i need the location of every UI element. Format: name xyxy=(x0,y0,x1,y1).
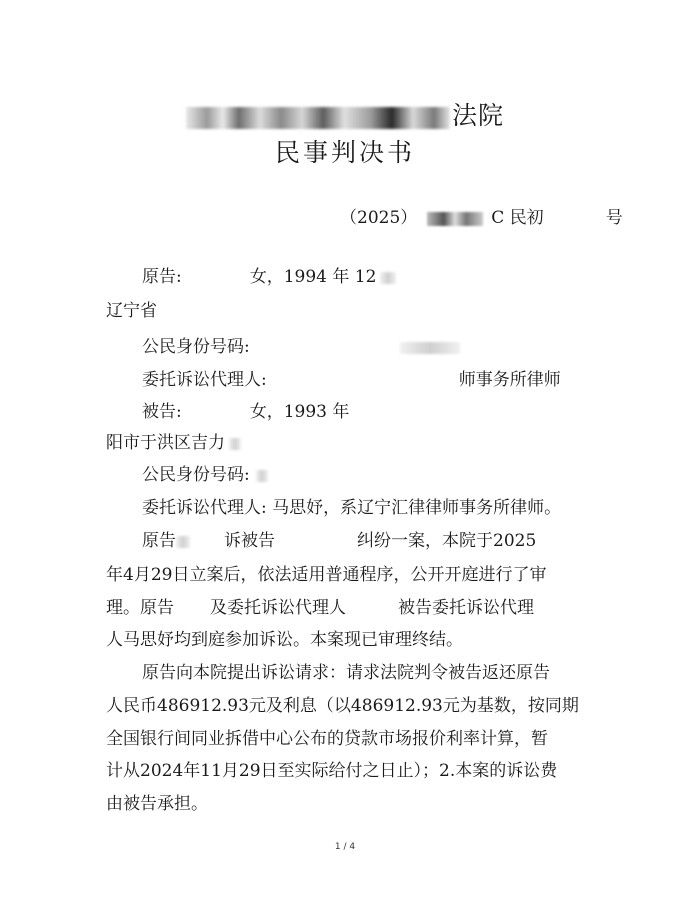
text-segment: 年4月29日立案后，依法适用普通程序，公开开庭进行了审 xyxy=(106,565,547,585)
plaintiff-agent-label: 委托诉讼代理人: xyxy=(142,370,267,390)
plaintiff-address-line xyxy=(106,299,157,323)
redacted-text xyxy=(400,342,460,354)
page-indicator: 1 / 4 xyxy=(334,842,356,852)
defendant-agent-text: 委托诉讼代理人: 马思妤，系辽宁汇律律师事务所律师。 xyxy=(142,498,562,518)
text-segment: 由被告承担。 xyxy=(106,794,208,814)
defendant-id-label: 公民身份号码: xyxy=(142,465,250,485)
case-number-middle: 民初 xyxy=(509,208,544,228)
plaintiff-address: 辽宁省 xyxy=(106,301,157,321)
plaintiff-agent-line xyxy=(142,368,561,392)
redacted-case-code xyxy=(427,212,483,226)
text-segment: 原告向本院提出诉讼请求：请求法院判令被告返还原告 xyxy=(142,663,550,683)
defendant-label: 被告: xyxy=(142,402,182,422)
paragraph-2-line-3 xyxy=(106,727,548,751)
text-segment: 诉被告 xyxy=(224,531,275,551)
defendant-agent-line xyxy=(142,496,561,520)
plaintiff-info: 女，1994 年 12 xyxy=(249,267,377,287)
plaintiff-agent-firm: 师事务所律师 xyxy=(458,370,561,390)
text-segment: 理。原告 xyxy=(106,598,174,618)
text-segment: 被告委托诉讼代理 xyxy=(398,598,534,618)
paragraph-2-line-2 xyxy=(106,694,579,718)
defendant-line xyxy=(142,400,349,424)
text-segment: 计从2024年11月29日至实际给付之日止）；2.本案的诉讼费 xyxy=(106,761,558,781)
redacted-text xyxy=(256,470,268,482)
paragraph-2-line-1 xyxy=(142,661,550,685)
defendant-address-line xyxy=(106,431,241,455)
paragraph-1-line-3 xyxy=(106,596,534,620)
redacted-text xyxy=(176,536,190,548)
plaintiff-id-label: 公民身份号码: xyxy=(142,337,250,357)
redacted-court-name xyxy=(186,107,450,129)
defendant-info: 女，1993 年 xyxy=(249,402,350,422)
paragraph-2-line-4 xyxy=(106,759,557,783)
text-segment: 原告 xyxy=(142,531,176,551)
text-segment: 人马思妤均到庭参加诉讼。本案现已审理终结。 xyxy=(106,630,463,650)
paragraph-1-line-4 xyxy=(106,628,463,652)
court-name-suffix: 法院 xyxy=(451,101,504,130)
court-name xyxy=(0,96,690,132)
redacted-text xyxy=(229,438,241,450)
redacted-text xyxy=(380,272,396,284)
paragraph-1-line-2 xyxy=(106,563,546,587)
text-segment: 人民币486912.93元及利息（以486912.93元为基数，按同期 xyxy=(106,696,579,716)
defendant-id-line xyxy=(142,463,268,487)
plaintiff-label: 原告: xyxy=(142,267,182,287)
plaintiff-line xyxy=(142,265,396,289)
case-number-suffix: 号 xyxy=(605,208,623,228)
plaintiff-id-line xyxy=(142,335,460,359)
paragraph-2-line-5 xyxy=(106,792,208,816)
text-segment: 及委托诉讼代理人 xyxy=(210,598,346,618)
paragraph-1-line-1 xyxy=(142,529,536,553)
text-segment: 全国银行间同业拆借中心公布的贷款市场报价利率计算，暂 xyxy=(106,729,548,749)
text-segment: 纠纷一案，本院于2025 xyxy=(357,531,537,551)
case-number-prefix: （2025） xyxy=(340,208,418,228)
case-number-mark: C xyxy=(491,208,505,228)
defendant-address: 阳市于洪区吉力 xyxy=(106,433,225,453)
document-title: 民事判决书 xyxy=(274,138,415,167)
case-number xyxy=(340,203,623,228)
